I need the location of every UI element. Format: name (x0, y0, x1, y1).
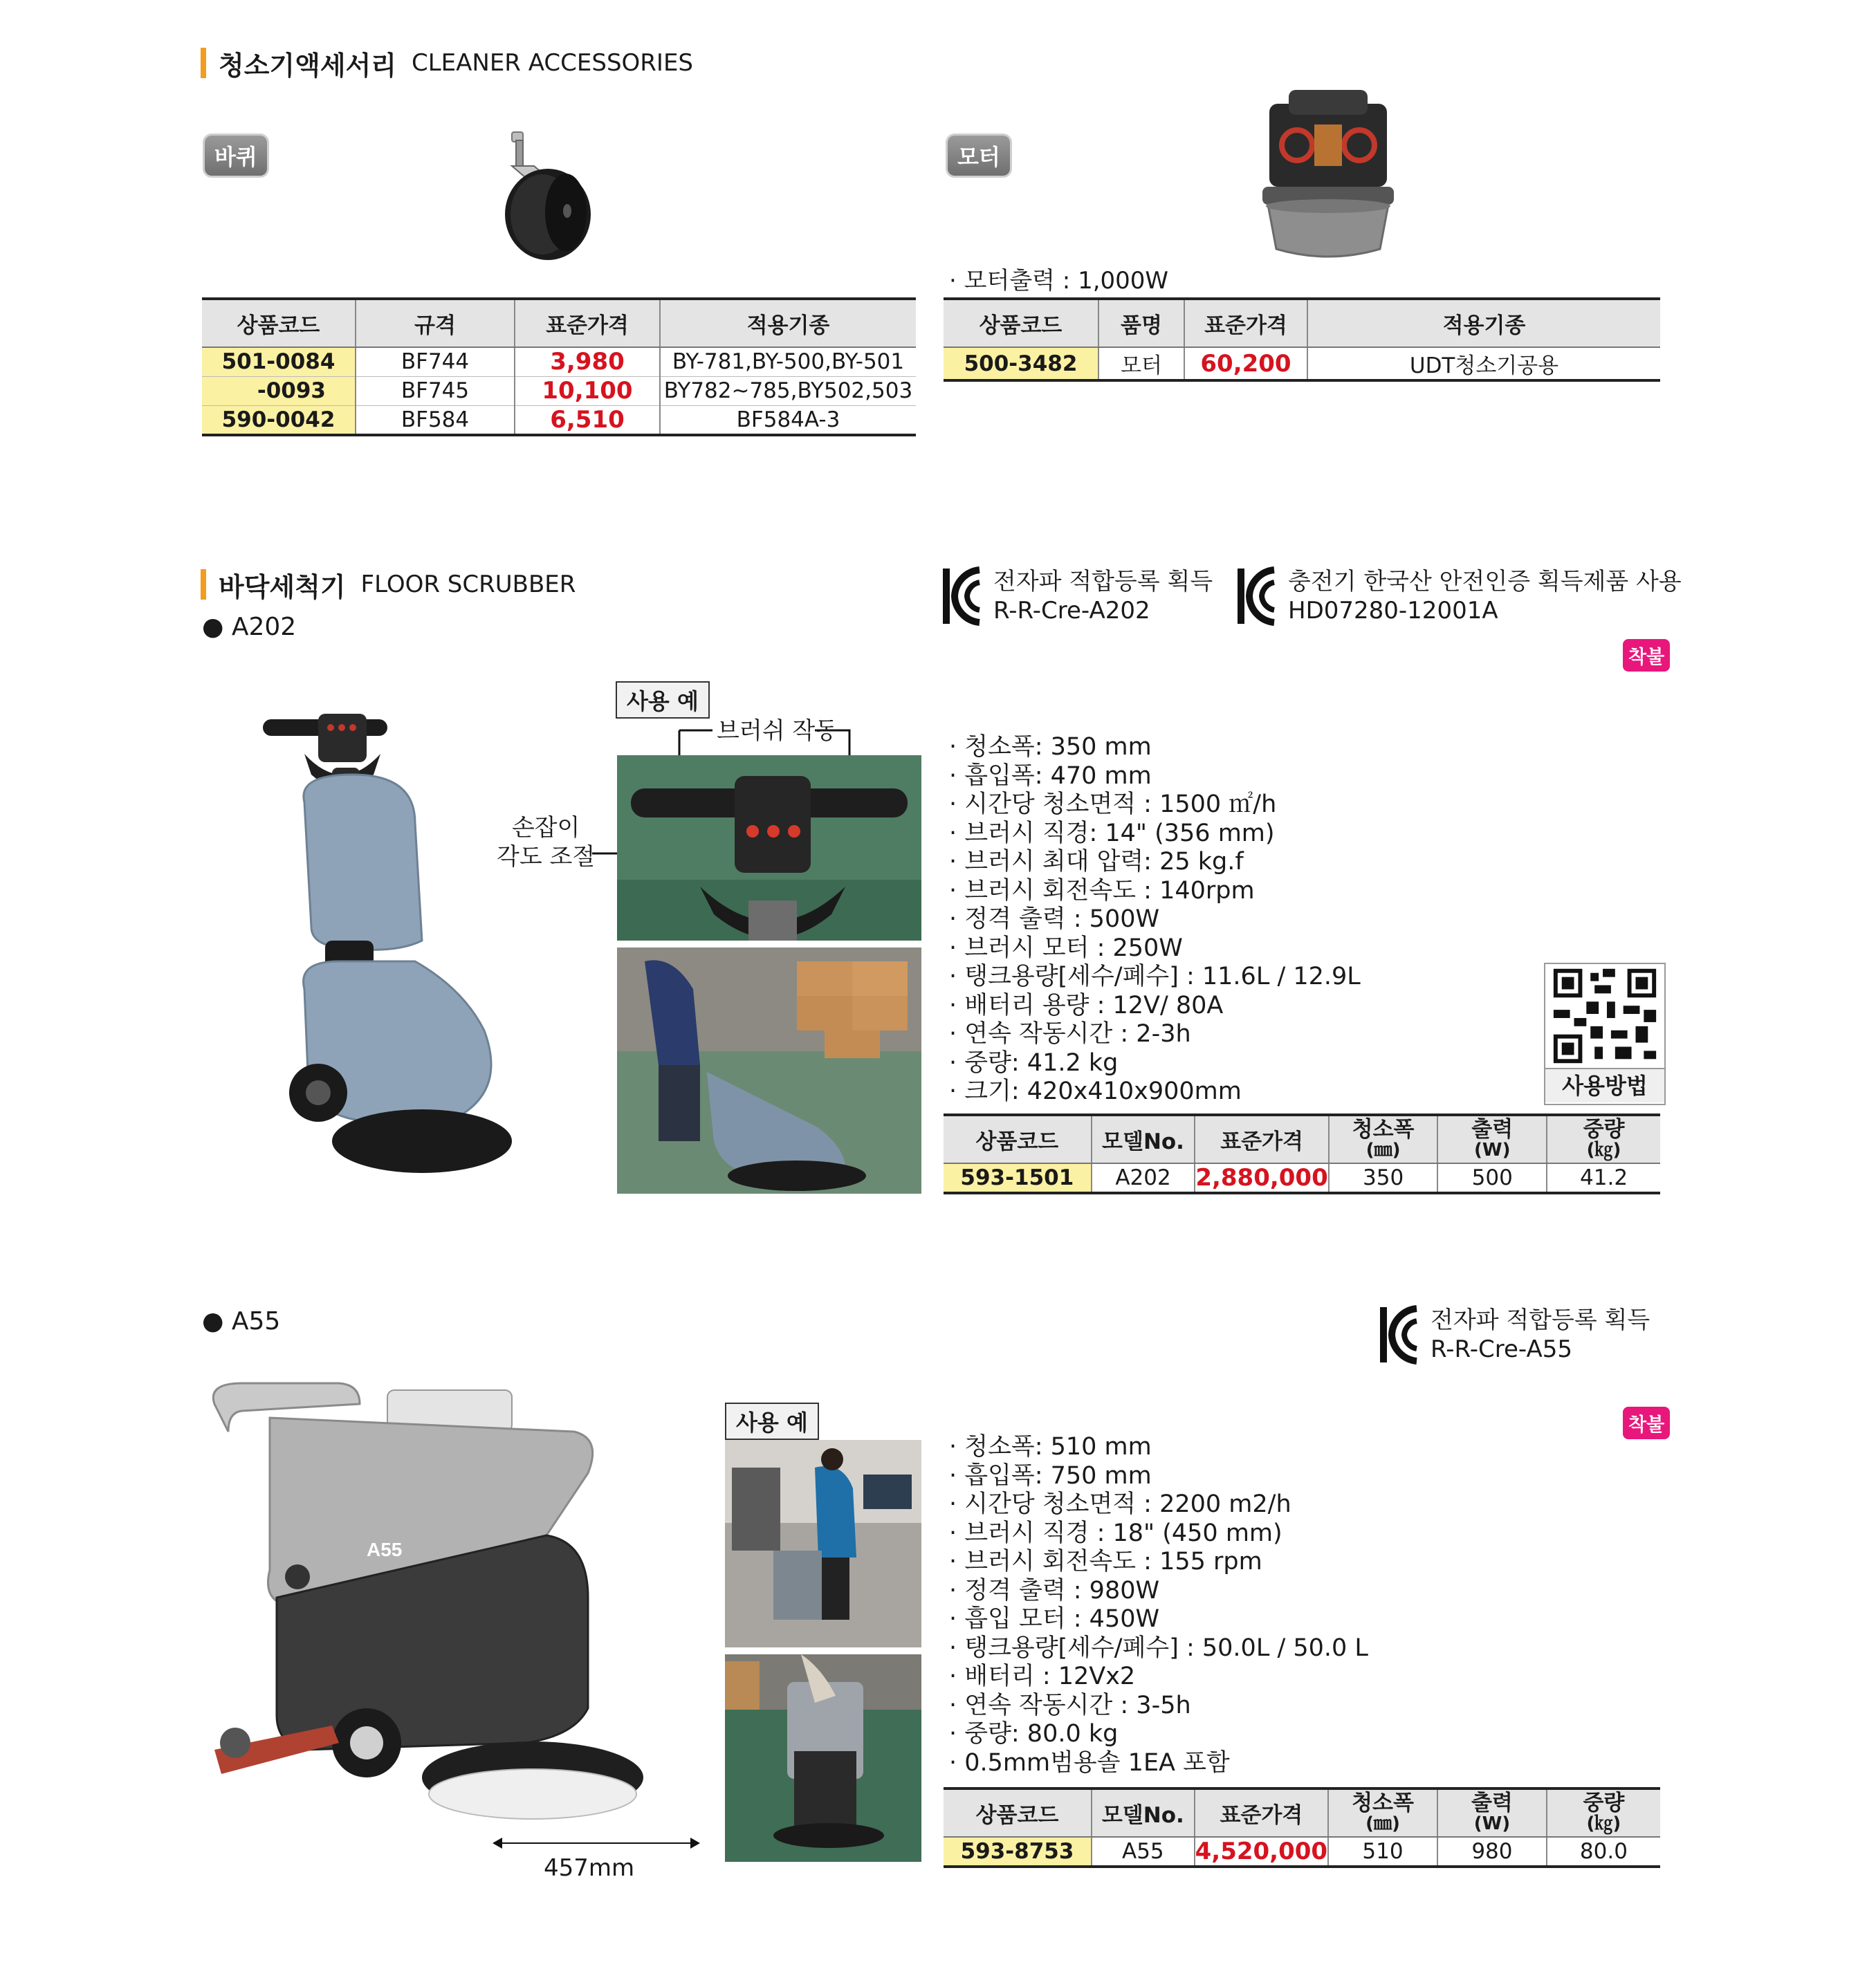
model-cell: BY782~785,BY502,503 (660, 376, 916, 405)
heading-english: CLEANER ACCESSORIES (411, 49, 694, 77)
price-cell: 2,880,000 (1195, 1164, 1328, 1192)
accessories-heading (201, 46, 693, 80)
spec-item: · 브러시 회전속도 : 140rpm (949, 877, 1361, 906)
col-header: 적용기종 (660, 299, 916, 347)
kc-mark-icon (941, 566, 984, 627)
spec-item: · 브러시 회전속도 : 155 rpm (949, 1548, 1368, 1577)
model-a202-label: ● A202 (202, 613, 297, 641)
model-name: A202 (231, 613, 297, 641)
spec-item: · 0.5mm범용솔 1EA 포함 (949, 1749, 1368, 1778)
col-header (1328, 1788, 1437, 1837)
name-cell: 모터 (1098, 347, 1184, 380)
spec-item: · 연속 작동시간 : 3-5h (949, 1692, 1368, 1721)
motor-tag: 모터 (948, 136, 1010, 176)
col-header-unit: (㎏) (1586, 1139, 1621, 1161)
a202-price-table (944, 1113, 1660, 1194)
wheel-price-table (202, 297, 916, 436)
spec-item: · 브러시 최대 압력: 25 kg.f (949, 848, 1361, 877)
kc-line1: 전자파 적합등록 획득 (993, 568, 1213, 595)
spec-item: · 시간당 청소면적 : 2200 m2/h (949, 1490, 1368, 1519)
col-header: 적용기종 (1307, 299, 1660, 347)
col-header-unit: (㎜) (1365, 1813, 1400, 1834)
brush-operation-label: 브러쉬 작동 (717, 717, 838, 745)
motor-image (1256, 83, 1401, 263)
col-header: 모델No. (1092, 1788, 1195, 1837)
kc-line2: R-R-Cre-A55 (1431, 1335, 1572, 1363)
product-code: 590-0042 (202, 405, 356, 435)
col-header: 상품코드 (202, 299, 356, 347)
width-cell: 350 (1329, 1163, 1438, 1193)
width-dimension-label: 457mm (544, 1854, 635, 1882)
spec-item: · 브러시 모터 : 250W (949, 934, 1361, 963)
price-cell: 6,510 (515, 405, 660, 435)
col-header: 표준가격 (1195, 1788, 1328, 1837)
table-header-row (944, 1115, 1660, 1163)
width-cell: 510 (1328, 1837, 1437, 1867)
spec-item: · 연속 작동시간 : 2-3h (949, 1020, 1361, 1049)
col-header-label: 청소폭 (1352, 1790, 1414, 1815)
col-header-label: 중량 (1583, 1790, 1625, 1815)
heading-accent-bar (201, 569, 206, 600)
col-header (1547, 1115, 1660, 1163)
col-header: 표준가격 (515, 299, 660, 347)
spec-item: · 탱크용량[세수/폐수] : 50.0L / 50.0 L (949, 1634, 1368, 1663)
kc-line1: 충전기 한국산 안전인증 획득제품 사용 (1288, 568, 1682, 595)
power-cell: 980 (1437, 1837, 1547, 1867)
spec-item: · 청소폭: 510 mm (949, 1433, 1368, 1462)
spec-cell: BF745 (356, 376, 515, 405)
table-row (944, 1163, 1660, 1193)
model-cell: UDT청소기공용 (1307, 347, 1660, 380)
col-header-unit: (㎜) (1365, 1139, 1401, 1161)
heading-korean: 바닥세척기 (219, 571, 346, 602)
price-cell: 3,980 (515, 347, 660, 376)
model-cell: BY-781,BY-500,BY-501 (660, 347, 916, 376)
col-header: 규격 (356, 299, 515, 347)
motor-output-note: · 모터출력 : 1,000W (949, 267, 1169, 295)
a202-handle-photo (617, 755, 921, 941)
table-row (202, 405, 916, 435)
usage-example-label: 사용 예 (616, 681, 710, 719)
caster-wheel-image (484, 128, 623, 266)
col-header (1437, 1788, 1547, 1837)
col-header-label: 출력 (1471, 1790, 1513, 1815)
table-row (944, 1837, 1660, 1867)
col-header: 상품코드 (944, 1788, 1092, 1837)
table-row (944, 347, 1660, 380)
product-code: 593-8753 (944, 1837, 1092, 1867)
spec-item: · 시간당 청소면적 : 1500 ㎡/h (949, 791, 1361, 820)
price-cell: 10,100 (515, 376, 660, 405)
kc-line2: R-R-Cre-A202 (993, 597, 1150, 625)
col-header (1437, 1115, 1547, 1163)
a55-scrubber-image (201, 1376, 726, 1833)
usage-example-label: 사용 예 (725, 1403, 819, 1440)
scrubber-heading (201, 567, 576, 602)
kc-text (1431, 1306, 1650, 1364)
spec-item: · 크기: 420x410x900mm (949, 1078, 1361, 1107)
a55-warehouse-photo (725, 1654, 921, 1862)
motor-price-table (944, 297, 1660, 382)
spec-item: · 중량: 41.2 kg (949, 1049, 1361, 1078)
qr-code-icon (1545, 964, 1664, 1068)
model-cell: BF584A-3 (660, 405, 916, 435)
col-header: 상품코드 (944, 299, 1098, 347)
table-header-row (202, 299, 916, 347)
col-header: 상품코드 (944, 1115, 1092, 1163)
a202-scrubber-image (256, 699, 574, 1183)
kc-emc-certification (941, 566, 1213, 627)
handle-label-1: 손잡이 (511, 814, 580, 842)
a55-price-table (944, 1787, 1660, 1868)
col-header (1547, 1788, 1660, 1837)
col-header: 모델No. (1092, 1115, 1195, 1163)
a202-spec-list (949, 733, 1361, 1107)
cod-shipping-badge: 착불 (1623, 639, 1670, 672)
cod-shipping-badge: 착불 (1623, 1407, 1670, 1439)
spec-item: · 청소폭: 350 mm (949, 733, 1361, 762)
spec-item: · 배터리 : 12Vx2 (949, 1663, 1368, 1692)
col-header-label: 출력 (1471, 1116, 1514, 1142)
price-cell: 60,200 (1184, 347, 1307, 380)
heading-english: FLOOR SCRUBBER (360, 571, 576, 598)
kc-line2: HD07280-12001A (1288, 597, 1498, 625)
spec-item: · 탱크용량[세수/폐수] : 11.6L / 12.9L (949, 963, 1361, 992)
product-code: 501-0084 (202, 347, 356, 376)
heading-korean: 청소기액세서리 (219, 50, 396, 81)
col-header (1329, 1115, 1438, 1163)
kc-safety-certification (1235, 566, 1682, 627)
kc-mark-icon (1235, 566, 1278, 627)
model-name: A55 (231, 1307, 281, 1335)
product-code: 500-3482 (944, 347, 1098, 380)
handle-annotation (497, 813, 595, 871)
power-cell: 500 (1437, 1163, 1547, 1193)
table-row (202, 376, 916, 405)
kc-mark-icon (1378, 1304, 1421, 1365)
product-code: 593-1501 (944, 1163, 1092, 1193)
kc-line1: 전자파 적합등록 획득 (1431, 1306, 1650, 1334)
model-cell: A202 (1092, 1163, 1195, 1193)
product-code: -0093 (202, 376, 356, 405)
table-header-row (944, 1788, 1660, 1837)
model-a55-label: ● A55 (202, 1307, 281, 1335)
kc-emc-certification-a55 (1378, 1304, 1650, 1365)
weight-cell: 41.2 (1547, 1163, 1660, 1193)
table-row (202, 347, 916, 376)
spec-cell: BF584 (356, 405, 515, 435)
col-header: 품명 (1098, 299, 1184, 347)
col-header: 표준가격 (1184, 299, 1307, 347)
spec-item: · 흡입폭: 470 mm (949, 762, 1361, 791)
spec-item: · 배터리 용량 : 12V/ 80A (949, 992, 1361, 1021)
spec-item: · 흡입폭: 750 mm (949, 1462, 1368, 1491)
spec-cell: BF744 (356, 347, 515, 376)
a55-spec-list (949, 1433, 1368, 1777)
col-header-label: 청소폭 (1352, 1116, 1415, 1142)
qr-usage-label: 사용방법 (1545, 1068, 1664, 1102)
a55-machine-label: A55 (367, 1539, 403, 1560)
weight-cell: 80.0 (1547, 1837, 1660, 1867)
a202-in-use-photo (617, 948, 921, 1194)
col-header-unit: (W) (1474, 1139, 1511, 1161)
model-cell: A55 (1092, 1837, 1195, 1867)
motor-note-text: 모터출력 : 1,000W (964, 267, 1169, 295)
spec-item: · 브러시 직경 : 18" (450 mm) (949, 1519, 1368, 1549)
spec-item: · 정격 출력 : 980W (949, 1577, 1368, 1606)
spec-item: · 중량: 80.0 kg (949, 1720, 1368, 1749)
col-header-unit: (W) (1473, 1813, 1511, 1834)
kc-text (1288, 567, 1682, 625)
width-dimension-arrow (493, 1833, 700, 1854)
kc-text (993, 567, 1213, 625)
col-header-label: 중량 (1583, 1116, 1625, 1142)
table-header-row (944, 299, 1660, 347)
col-header-unit: (㎏) (1586, 1813, 1621, 1834)
price-cell: 4,520,000 (1195, 1838, 1328, 1865)
spec-item: · 정격 출력 : 500W (949, 905, 1361, 934)
handle-label-2: 각도 조절 (497, 843, 596, 871)
qr-code-box[interactable] (1544, 963, 1666, 1105)
spec-item: · 브러시 직경: 14" (356 mm) (949, 820, 1361, 849)
heading-accent-bar (201, 48, 206, 78)
col-header: 표준가격 (1195, 1115, 1328, 1163)
wheel-tag: 바퀴 (205, 136, 267, 176)
spec-item: · 흡입 모터 : 450W (949, 1605, 1368, 1634)
a55-office-photo (725, 1440, 921, 1647)
